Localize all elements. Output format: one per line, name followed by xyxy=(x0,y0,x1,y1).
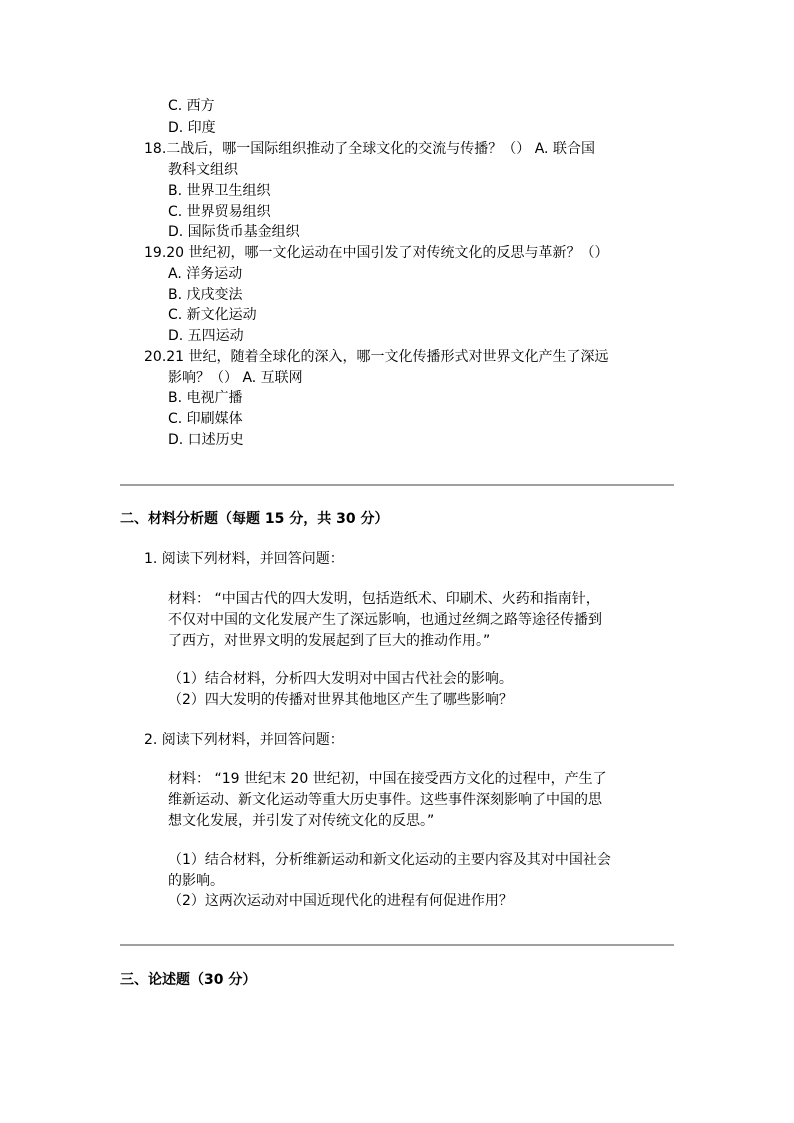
section2-item1-sub1: （1）结合材料，分析四大发明对中国古代社会的影响。 xyxy=(168,671,513,687)
q19-option-b: B. 戊戌变法 xyxy=(168,287,243,303)
q19-option-a: A. 洋务运动 xyxy=(168,266,243,282)
q20-option-d: D. 口述历史 xyxy=(168,432,244,448)
q17-option-d: D. 印度 xyxy=(168,120,216,136)
q20-stem-continued: 影响？（） A. 互联网 xyxy=(168,370,303,386)
section2-item2-sub2: （2）这两次运动对中国近现代化的进程有何促进作用？ xyxy=(168,893,513,909)
q19-option-d: D. 五四运动 xyxy=(168,328,244,344)
section2-item2-sub1-continued: 的影响。 xyxy=(168,873,224,889)
section-divider-2 xyxy=(120,944,674,946)
section2-item2-material-line1: 材料： “19 世纪末 20 世纪初，中国在接受西方文化的过程中，产生了 xyxy=(168,771,607,787)
q20-stem: 20.21 世纪，随着全球化的深入，哪一文化传播形式对世界文化产生了深远 xyxy=(144,349,609,365)
q20-option-c: C. 印刷媒体 xyxy=(168,411,243,427)
section2-item1-sub2: （2）四大发明的传播对世界其他地区产生了哪些影响？ xyxy=(168,692,513,708)
section2-item2-material-line2: 维新运动、新文化运动等重大历史事件。这些事件深刻影响了中国的思 xyxy=(168,792,602,808)
q19-option-c: C. 新文化运动 xyxy=(168,307,257,323)
q18-option-d: D. 国际货币基金组织 xyxy=(168,224,300,240)
q18-stem: 18.二战后，哪一国际组织推动了全球文化的交流与传播？（） A. 联合国 xyxy=(144,141,595,157)
section2-item1-material-line2: 不仅对中国的文化发展产生了深远影响，也通过丝绸之路等途径传播到 xyxy=(168,612,602,628)
section2-title: 二、材料分析题（每题 15 分，共 30 分） xyxy=(120,511,389,527)
q19-stem: 19.20 世纪初，哪一文化运动在中国引发了对传统文化的反思与革新？（） xyxy=(144,245,609,261)
q17-option-c: C. 西方 xyxy=(168,98,215,114)
section2-item1-material-line3: 了西方，对世界文明的发展起到了巨大的推动作用。” xyxy=(168,633,491,649)
q18-stem-continued: 教科文组织 xyxy=(168,162,238,178)
section2-item2-prompt: 2. 阅读下列材料，并回答问题： xyxy=(144,732,344,748)
q18-option-b: B. 世界卫生组织 xyxy=(168,183,271,199)
section-divider-1 xyxy=(120,484,674,486)
section2-item2-sub1: （1）结合材料，分析维新运动和新文化运动的主要内容及其对中国社会 xyxy=(168,852,611,868)
section2-item2-material-line3: 想文化发展，并引发了对传统文化的反思。” xyxy=(168,813,435,829)
section3-title: 三、论述题（30 分） xyxy=(120,972,257,988)
section2-item1-prompt: 1. 阅读下列材料，并回答问题： xyxy=(144,551,344,567)
q20-option-b: B. 电视广播 xyxy=(168,390,243,406)
q18-option-c: C. 世界贸易组织 xyxy=(168,204,271,220)
section2-item1-material-line1: 材料： “中国古代的四大发明，包括造纸术、印刷术、火药和指南针， xyxy=(168,591,600,607)
